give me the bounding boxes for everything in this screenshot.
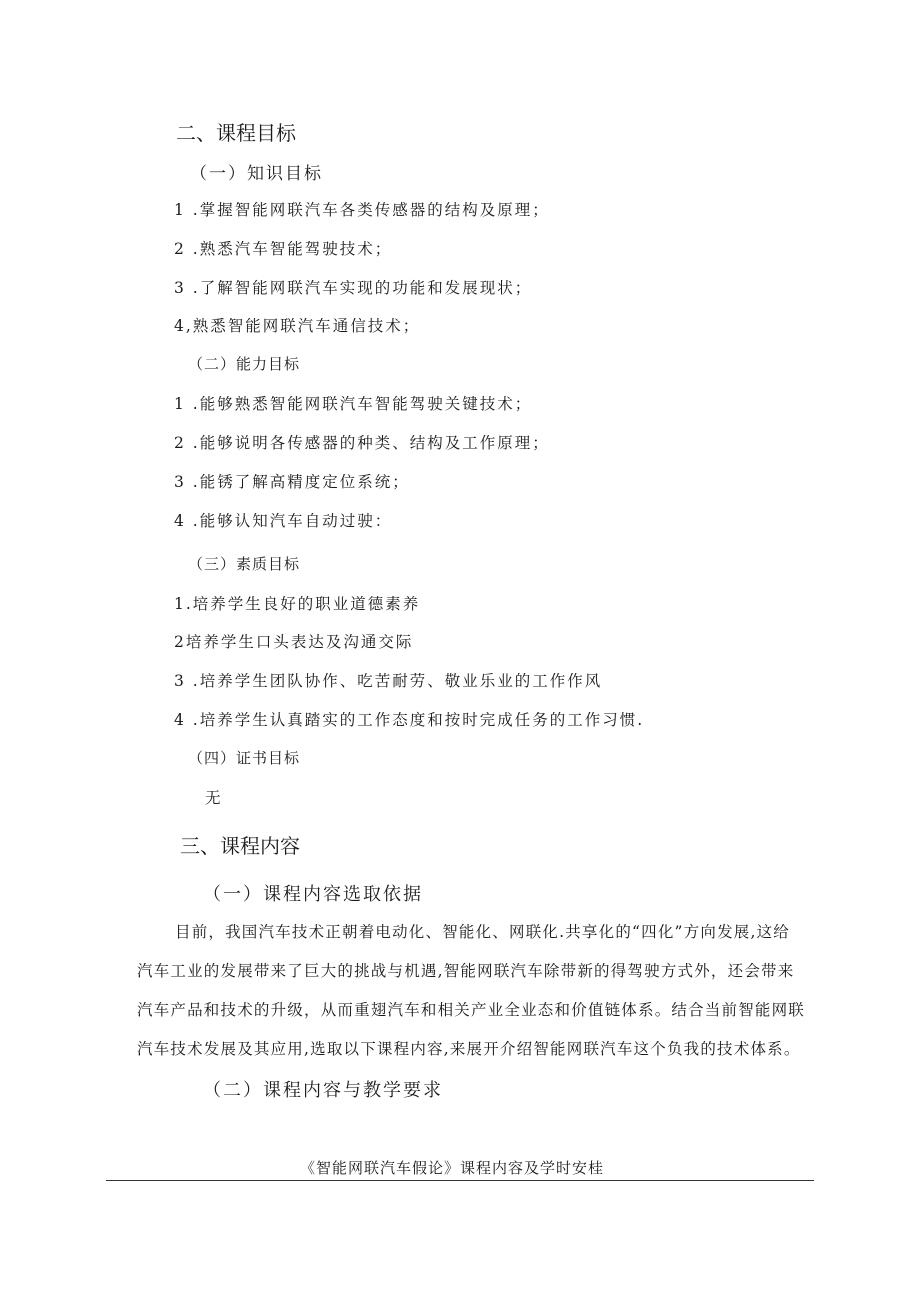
table-top-rule — [106, 1180, 814, 1181]
knowledge-item-1: 1 .掌握智能网联汽车各类传感器的结构及原理； — [174, 201, 550, 219]
ability-item-2: 2 .能够说明各传感器的种类、结构及工作原理； — [174, 434, 550, 452]
basis-paragraph-line-2: 汽车工业的发展带来了巨大的挑战与机遇,智能网联汽车除带新的得驾驶方式外，还会带来 — [137, 962, 795, 980]
ability-goals-heading: （二）能力目标 — [188, 355, 301, 373]
knowledge-goals-heading: （一）知识目标 — [190, 164, 323, 184]
section-2-title: 二、课程目标 — [176, 121, 296, 145]
table-caption: 《智能网联汽车假论》课程内容及学时安桂 — [300, 1159, 605, 1177]
knowledge-item-4: 4,熟悉智能网联汽车通信技术； — [174, 317, 421, 335]
ability-item-4: 4 .能够认知汽车自动过驶： — [174, 512, 393, 530]
basis-paragraph-line-3: 汽车产品和技术的升级，从而重翅汽车和相关产业全业态和价值链体系。结合当前智能网联 — [137, 1001, 806, 1019]
quality-item-4: 4 .培养学生认真踏实的工作态度和按时完成任务的工作习惯. — [174, 711, 645, 729]
quality-goals-heading: （三）素质目标 — [188, 555, 301, 573]
ability-item-1: 1 .能够熟悉智能网联汽车智能驾驶关键技术； — [174, 395, 533, 413]
ability-item-3: 3 .能锈了解高精度定位系统； — [174, 473, 410, 491]
certificate-value: 无 — [205, 789, 223, 807]
quality-item-1: 1.培养学生良好的职业道德素养 — [174, 595, 421, 613]
knowledge-item-3: 3 .了解智能网联汽车实现的功能和发展现状； — [174, 279, 533, 297]
quality-item-3: 3 .培养学生团队协作、吃苦耐劳、敬业乐业的工作作风 — [174, 672, 603, 690]
basis-paragraph-line-1: 目前，我国汽车技术正朝着电动化、智能化、网联化.共享化的“四化”方向发展,这给 — [175, 923, 791, 941]
basis-paragraph-line-4: 汽车技术发展及其应用,选取以下课程内容,来展开介绍智能网联汽车这个负我的技术体系。 — [137, 1040, 801, 1058]
content-requirements-heading: （二）课程内容与教学要求 — [203, 1080, 443, 1101]
section-3-title: 三、课程内容 — [180, 834, 300, 858]
knowledge-item-2: 2 .熟悉汽车智能驾驶技术； — [174, 240, 393, 258]
quality-item-2: 2培养学生口头表达及沟通交际 — [174, 633, 414, 651]
content-basis-heading: （一）课程内容选取依据 — [203, 884, 423, 905]
certificate-goals-heading: （四）证书目标 — [188, 749, 301, 767]
